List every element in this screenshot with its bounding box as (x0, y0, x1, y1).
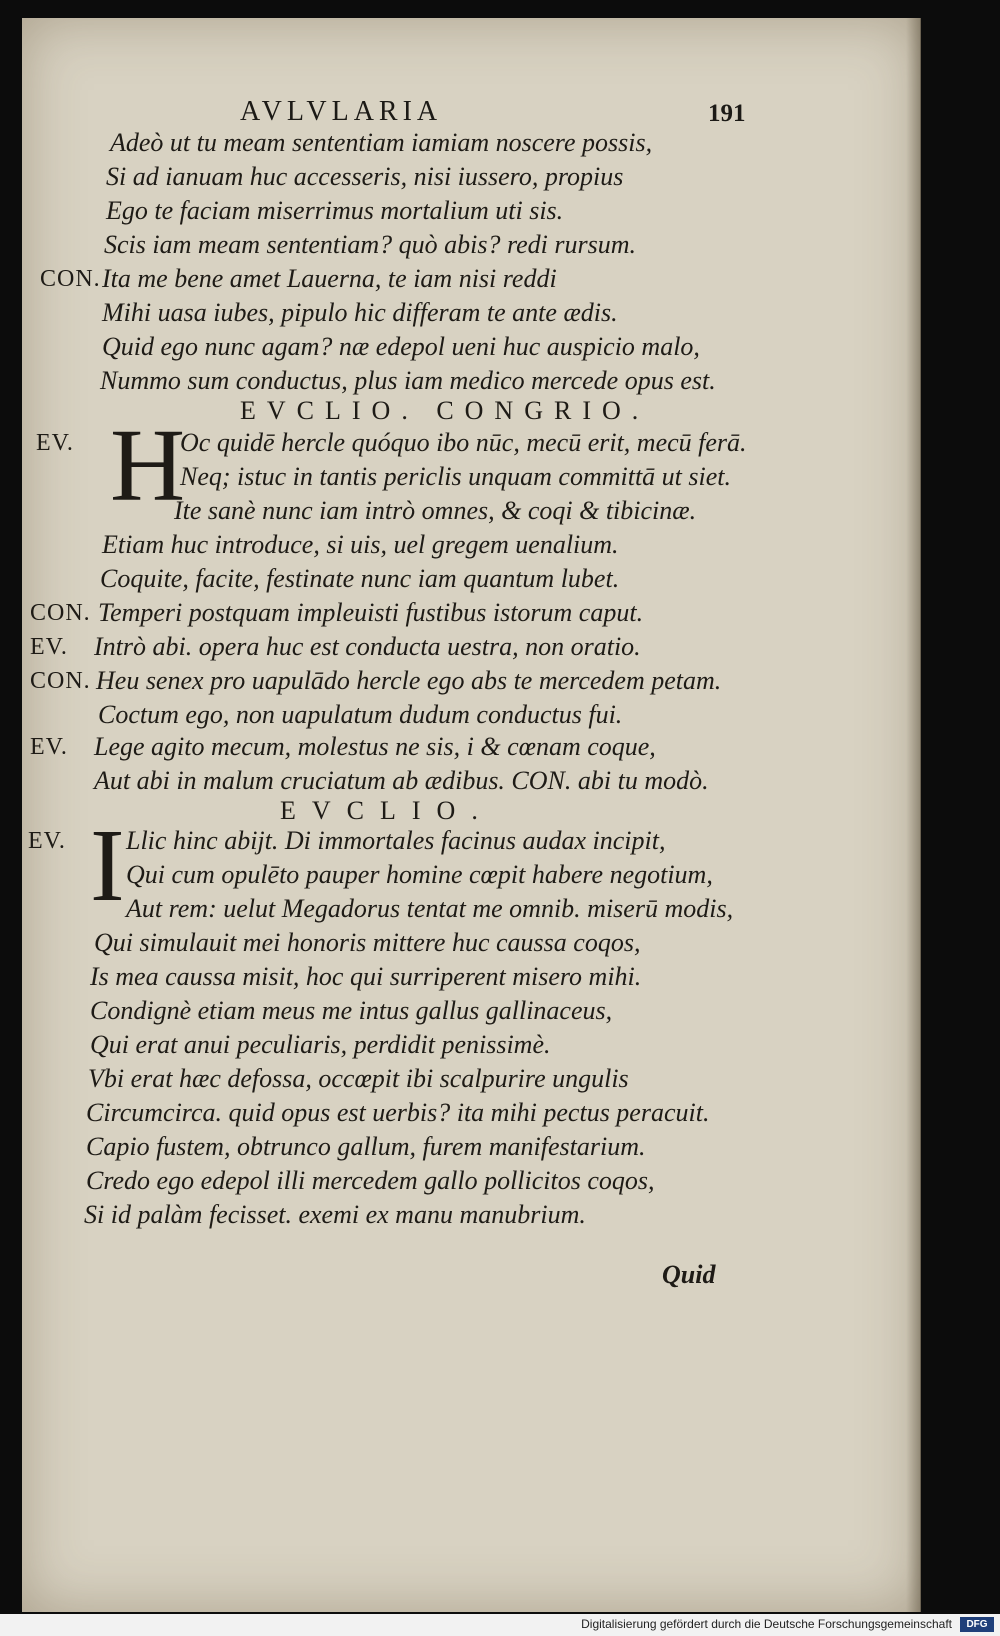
verse-line: Qui simulauit mei honoris mittere huc caussa coqos, (94, 928, 641, 957)
verse-line: Vbi erat hæc defossa, occœpit ibi scalpurire ungulis (88, 1064, 629, 1093)
speaker-label: CON. (30, 668, 91, 694)
verse-line: Is mea caussa misit, hoc qui surriperent misero mihi. (90, 962, 642, 991)
verse-line: Temperi postquam impleuisti fustibus istorum caput. (98, 598, 644, 627)
speaker-label: EV. (36, 430, 74, 456)
running-head: AVLVLARIA (240, 96, 443, 127)
verse-line: Qui cum opulēto pauper homine cœpit habere negotium, (126, 860, 713, 889)
speaker-label: CON. (40, 266, 101, 292)
verse-line: Etiam huc introduce, si uis, uel gregem uenalium. (102, 530, 619, 559)
verse-line: Nummo sum conductus, plus iam medico mercede opus est. (100, 366, 716, 395)
verse-line: Coctum ego, non uapulatum dudum conductus fui. (98, 700, 623, 729)
digitization-footer (0, 1614, 1000, 1636)
page-number: 191 (708, 100, 746, 127)
verse-line: Mihi uasa iubes, pipulo hic differam te ante ædis. (102, 298, 618, 327)
verse-line: Heu senex pro uapulādo hercle ego abs te mercedem petam. (96, 666, 722, 695)
verse-line: Aut rem: uelut Megadorus tentat me omnib. miserū modis, (126, 894, 734, 923)
verse-line: Capio fustem, obtrunco gallum, furem manifestarium. (86, 1132, 646, 1161)
dfg-logo-icon: DFG (960, 1617, 994, 1632)
funding-notice: Digitalisierung gefördert durch die Deutsche Forschungsgemeinschaft (581, 1617, 952, 1631)
verse-line: Ita me bene amet Lauerna, te iam nisi reddi (102, 264, 557, 293)
book-page (22, 18, 921, 1612)
verse-line: Lege agito mecum, molestus ne sis, i & cœnam coque, (94, 732, 656, 761)
verse-line: Adeò ut tu meam sententiam iamiam noscere possis, (110, 128, 653, 157)
drop-cap-initial: H (110, 408, 186, 523)
speaker-label: EV. (30, 634, 68, 660)
scene-heading: EVCLIO. CONGRIO. (240, 396, 650, 425)
verse-line: Condignè etiam meus me intus gallus gallinaceus, (90, 996, 613, 1025)
verse-line: Scis iam meam sententiam? quò abis? redi rursum. (104, 230, 637, 259)
speaker-label: CON. (30, 600, 91, 626)
verse-line: Coquite, facite, festinate nunc iam quantum lubet. (100, 564, 620, 593)
speaker-label: EV. (30, 734, 68, 760)
verse-line: Ego te faciam miserrimus mortalium uti sis. (106, 196, 564, 225)
verse-line: Intrò abi. opera huc est conducta uestra, non oratio. (94, 632, 641, 661)
verse-line: Circumcirca. quid opus est uerbis? ita mihi pectus peracuit. (86, 1098, 710, 1127)
scene-heading: EVCLIO. (280, 796, 494, 825)
verse-line: Oc quidē hercle quóquo ibo nūc, mecū erit, mecū ferā. (180, 428, 747, 457)
catchword: Quid (662, 1260, 716, 1289)
verse-line: Qui erat anui peculiaris, perdidit penissimè. (90, 1030, 551, 1059)
verse-line: Si id palàm fecisset. exemi ex manu manubrium. (84, 1200, 586, 1229)
page-edge-shadow (906, 18, 920, 1612)
speaker-label: EV. (28, 828, 66, 854)
verse-line: Credo ego edepol illi mercedem gallo pollicitos coqos, (86, 1166, 655, 1195)
verse-line: Llic hinc abijt. Di immortales facinus audax incipit, (126, 826, 666, 855)
verse-line: Neq; istuc in tantis periclis unquam committā ut siet. (180, 462, 732, 491)
verse-line: Si ad ianuam huc accesseris, nisi iussero, propius (106, 162, 624, 191)
verse-line: Quid ego nunc agam? næ edepol ueni huc auspicio malo, (102, 332, 700, 361)
verse-line: Ite sanè nunc iam intrò omnes, & coqi & tibicinæ. (174, 496, 697, 525)
verse-line: Aut abi in malum cruciatum ab ædibus. CON. abi tu modò. (94, 766, 709, 795)
drop-cap-initial: I (90, 808, 125, 923)
